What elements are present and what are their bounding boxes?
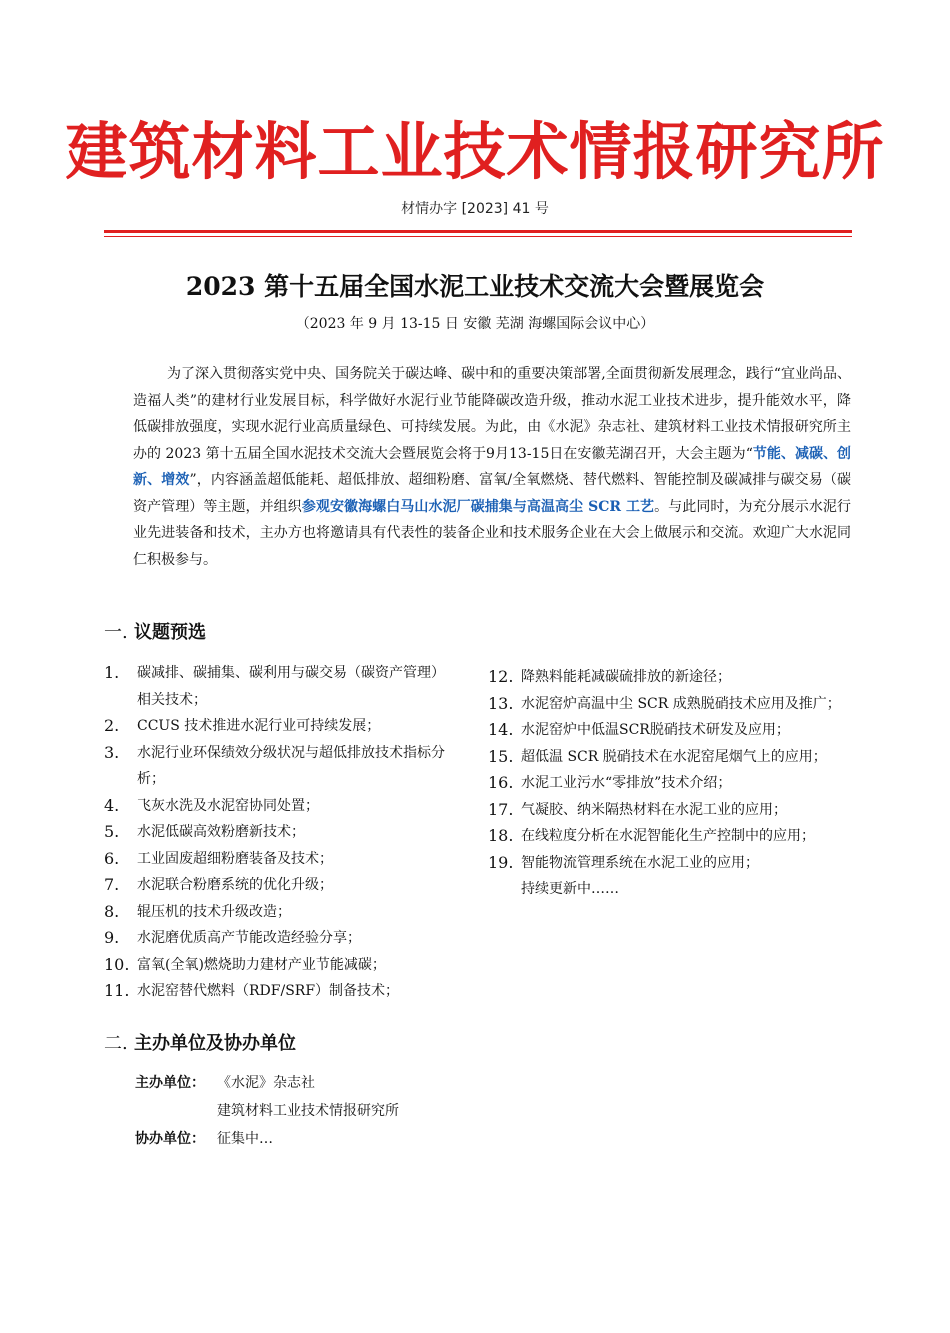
topic-item [104, 899, 456, 926]
topic-text: 智能物流管理系统在水泥工业的应用； [521, 854, 759, 871]
host-name-1: 《水泥》杂志社 [217, 1075, 315, 1091]
conference-theme: 节能、减碳、创新、增效 [133, 445, 852, 488]
topic-item [104, 925, 456, 952]
topic-number: 4. [104, 795, 120, 815]
section-title: 议题预选 [134, 622, 206, 643]
topic-text: 工业固废超细粉磨装备及技术； [137, 850, 333, 867]
topic-text: CCUS 技术推进水泥行业可持续发展； [137, 718, 381, 734]
topic-text: 水泥窑炉高温中尘 SCR 成熟脱硝技术应用及推广； [521, 695, 841, 712]
topic-item [488, 850, 850, 877]
topic-item [104, 660, 456, 713]
topic-text: 水泥窑替代燃料（RDF/SRF）制备技术； [137, 983, 400, 999]
topic-number: 19. [488, 852, 514, 872]
topic-item [104, 819, 456, 846]
topic-text: 飞灰水洗及水泥窑协同处置； [137, 797, 319, 814]
topic-number: 6. [104, 848, 120, 868]
conference-date-location: （2023 年 9 月 13-15 日 安徽 芜湖 海螺国际会议中心） [295, 316, 655, 332]
topic-item [104, 740, 456, 793]
document-number: 材情办字 [2023] 41 号 [401, 201, 549, 217]
intro-text-3: 。与此同时，为充分展示水泥行业先进装备和技术，主办方也将邀请具有代表性的装备企业和技术服务企业在大会上做展示和交流。欢迎广大水泥同仁积极参与。 [133, 498, 851, 568]
topic-number: 9. [104, 928, 120, 947]
host-row-2 [135, 1098, 399, 1124]
topic-number: 18. [488, 826, 514, 845]
topic-number: 1. [104, 663, 120, 682]
host-row [135, 1070, 315, 1096]
topic-number: 10. [104, 954, 130, 974]
topic-text: 水泥行业环保绩效分级状况与超低排放技术指标分析； [137, 744, 445, 787]
topics-left-column [104, 660, 456, 1005]
intro-text-2: ”，内容涵盖超低能耗、超低排放、超细粉磨、富氧/全氧燃烧、替代燃料、智能控制及碳减排与碳交易（碳资产管理）等主题，并组织 [133, 472, 852, 515]
topic-number: 7. [104, 875, 120, 894]
topic-text: 气凝胶、纳米隔热材料在水泥工业的应用； [521, 801, 787, 818]
topic-item [488, 770, 850, 797]
topic-text: 水泥联合粉磨系统的优化升级； [137, 877, 333, 893]
topic-item [104, 872, 456, 899]
host-name-2: 建筑材料工业技术情报研究所 [217, 1103, 399, 1119]
section-number: 一. [104, 622, 128, 643]
topic-text: 碳减排、碳捕集、碳利用与碳交易（碳资产管理）相关技术； [137, 665, 445, 708]
topic-item [488, 717, 850, 744]
co-organizer-row [135, 1126, 273, 1152]
intro-text-1: 为了深入贯彻落实党中央、国务院关于碳达峰、碳中和的重要决策部署,全面贯彻新发展理念，践行“宜业尚品、造福人类”的建材行业发展目标，科学做好水泥行业节能降碳改造升级，推动水泥工业技术进步，提升能效水平，降低碳排放强度，实现水泥行业高质量绿色、可持续发展。为此，由《水泥》杂志社、建筑材料工业技术情报研究所主办的 2023 第十五届全国水泥技术交流大会暨展览会将于9月13-15日在安徽芜湖召开，大会主题为“ [133, 366, 851, 462]
section-title: 主办单位及协办单位 [134, 1033, 296, 1054]
topic-item [488, 797, 850, 824]
topic-item [104, 978, 456, 1005]
topic-text: 辊压机的技术升级改造； [137, 903, 291, 920]
topic-item [488, 664, 850, 691]
header-rule-thick [104, 230, 852, 233]
topic-text: 水泥窑炉中低温SCR脱硝技术研发及应用； [521, 722, 790, 738]
header-rule-thin [104, 236, 852, 237]
topic-number: 12. [488, 667, 514, 686]
section-heading-topics [104, 620, 206, 646]
conference-title: 2023 第十五届全国水泥工业技术交流大会暨展览会 [185, 272, 765, 301]
topic-number: 11. [104, 981, 130, 1000]
topic-number: 3. [104, 742, 120, 762]
topic-text: 水泥低碳高效粉磨新技术； [137, 824, 305, 840]
topic-text: 超低温 SCR 脱硝技术在水泥窑尾烟气上的应用； [521, 748, 827, 765]
co-organizer-value: 征集中… [217, 1131, 273, 1147]
topic-number: 8. [104, 901, 120, 921]
topic-text: 水泥工业污水“零排放”技术介绍； [521, 775, 732, 791]
topics-more-note: 持续更新中…… [521, 881, 619, 897]
site-visit-highlight: 参观安徽海螺白马山水泥厂碳捕集与高温高尘 SCR 工艺 [301, 498, 655, 515]
topic-item [488, 744, 850, 771]
org-header-title: 建筑材料工业技术情报研究所 [65, 115, 885, 188]
co-organizer-label: 协办单位： [135, 1131, 205, 1147]
topic-text: 降熟料能耗减碳硫排放的新途径； [521, 669, 731, 685]
topic-text: 水泥磨优质高产节能改造经验分享； [137, 930, 361, 946]
topic-number: 2. [104, 716, 120, 735]
section-number: 二. [104, 1033, 128, 1054]
topic-text: 富氧(全氧)燃烧助力建材产业节能减碳； [137, 956, 386, 973]
topics-right-column [488, 664, 850, 903]
topic-item [104, 952, 456, 979]
topic-number: 14. [488, 720, 514, 739]
topic-number: 13. [488, 693, 514, 713]
topic-item [488, 823, 850, 850]
topic-number: 15. [488, 746, 514, 766]
topic-item [104, 846, 456, 873]
topic-item [104, 713, 456, 740]
host-label: 主办单位： [135, 1075, 205, 1091]
topic-item [488, 691, 850, 718]
topic-number: 17. [488, 799, 514, 819]
intro-paragraph [133, 361, 851, 573]
topic-number: 5. [104, 822, 120, 841]
topic-number: 16. [488, 773, 514, 792]
topic-text: 在线粒度分析在水泥智能化生产控制中的应用； [521, 828, 815, 844]
section-heading-organizers [104, 1031, 296, 1057]
topic-item [104, 793, 456, 820]
